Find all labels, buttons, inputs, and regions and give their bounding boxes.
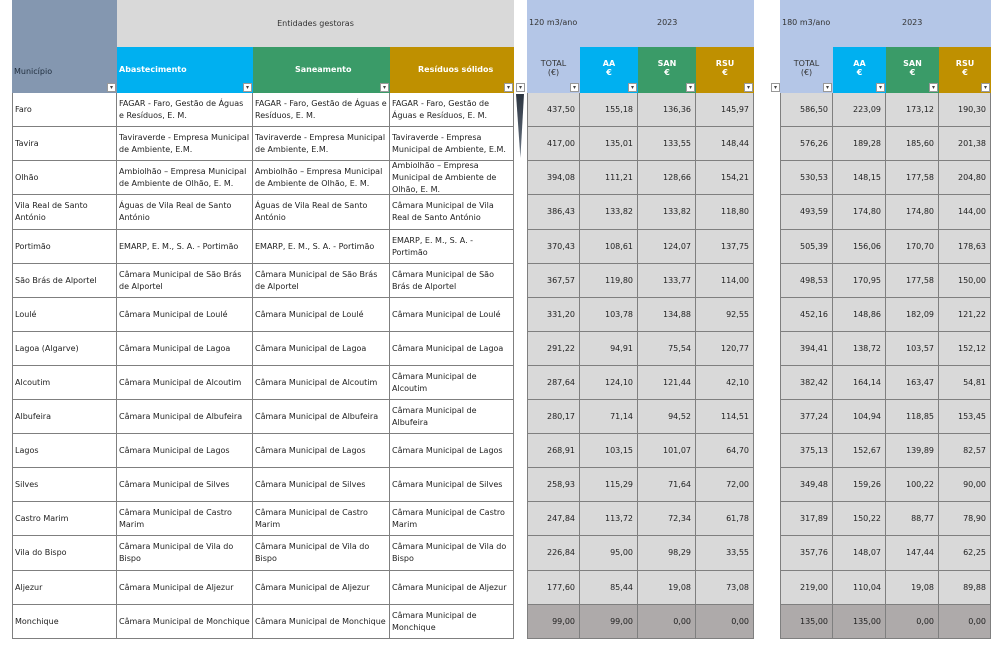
cell-aa2[interactable]: 104,94 bbox=[833, 400, 886, 434]
cell-aa-ent[interactable]: Águas de Vila Real de Santo António bbox=[117, 195, 253, 230]
cell-t1[interactable]: 331,20 bbox=[527, 298, 580, 332]
cell-rsu-ent[interactable]: Câmara Municipal de Aljezur bbox=[390, 571, 514, 605]
cell-aa2[interactable]: 174,80 bbox=[833, 195, 886, 230]
cell-aa1[interactable]: 85,44 bbox=[580, 571, 638, 605]
cell-san-ent[interactable]: Câmara Municipal de São Brás de Alportel bbox=[253, 264, 390, 298]
cell-aa-ent[interactable]: Câmara Municipal de Monchique bbox=[117, 605, 253, 639]
cell-san-ent[interactable]: Câmara Municipal de Monchique bbox=[253, 605, 390, 639]
cell-rsu1[interactable]: 73,08 bbox=[696, 571, 754, 605]
header-municipio-label: Município bbox=[14, 67, 53, 76]
cell-san2[interactable]: 163,47 bbox=[886, 366, 939, 400]
cell-t2[interactable]: 382,42 bbox=[780, 366, 833, 400]
cell-rsu2[interactable]: 0,00 bbox=[939, 605, 991, 639]
cell-aa1[interactable]: 155,18 bbox=[580, 93, 638, 127]
cell-mun[interactable]: Silves bbox=[12, 468, 117, 502]
cell-mun[interactable]: Olhão bbox=[12, 161, 117, 195]
table-row bbox=[0, 195, 996, 230]
cell-t1[interactable]: 394,08 bbox=[527, 161, 580, 195]
cell-aa2[interactable]: 150,22 bbox=[833, 502, 886, 536]
block180-header bbox=[780, 0, 991, 47]
filter-b180-rsu-button[interactable]: ▾ bbox=[981, 83, 990, 92]
cell-aa-ent[interactable]: FAGAR - Faro, Gestão de Águas e Resíduos, E. M. bbox=[117, 93, 253, 127]
cell-mun[interactable]: Alcoutim bbox=[12, 366, 117, 400]
cell-san2[interactable]: 147,44 bbox=[886, 536, 939, 571]
cell-t1[interactable]: 291,22 bbox=[527, 332, 580, 366]
cell-rsu1[interactable]: 118,80 bbox=[696, 195, 754, 230]
cell-rsu2[interactable]: 89,88 bbox=[939, 571, 991, 605]
block180-rsu-label: RSU bbox=[955, 59, 975, 68]
cell-t1[interactable]: 268,91 bbox=[527, 434, 580, 468]
cell-aa1[interactable]: 71,14 bbox=[580, 400, 638, 434]
cell-mun[interactable]: São Brás de Alportel bbox=[12, 264, 117, 298]
cell-san2[interactable]: 103,57 bbox=[886, 332, 939, 366]
cell-t2[interactable]: 357,76 bbox=[780, 536, 833, 571]
table-row bbox=[0, 536, 996, 571]
cell-rsu-ent[interactable]: Câmara Municipal de Vila Real de Santo António bbox=[390, 195, 514, 230]
cell-san1[interactable]: 136,36 bbox=[638, 93, 696, 127]
block120-san-unit: € bbox=[664, 68, 670, 77]
cell-mun[interactable]: Castro Marim bbox=[12, 502, 117, 536]
cell-rsu2[interactable]: 152,12 bbox=[939, 332, 991, 366]
cell-san1[interactable]: 121,44 bbox=[638, 366, 696, 400]
cell-rsu2[interactable]: 82,57 bbox=[939, 434, 991, 468]
cell-rsu2[interactable]: 90,00 bbox=[939, 468, 991, 502]
cell-t2[interactable]: 493,59 bbox=[780, 195, 833, 230]
cell-mun[interactable]: Lagoa (Algarve) bbox=[12, 332, 117, 366]
cell-aa2[interactable]: 159,26 bbox=[833, 468, 886, 502]
cell-rsu1[interactable]: 72,00 bbox=[696, 468, 754, 502]
cell-aa-ent[interactable]: Câmara Municipal de Vila do Bispo bbox=[117, 536, 253, 571]
cell-rsu-ent[interactable]: Câmara Municipal de São Brás de Alportel bbox=[390, 264, 514, 298]
cell-t1[interactable]: 99,00 bbox=[527, 605, 580, 639]
cell-san1[interactable]: 133,55 bbox=[638, 127, 696, 161]
table-row bbox=[0, 434, 996, 468]
cell-san-ent[interactable]: Taviraverde - Empresa Municipal de Ambiente, E.M. bbox=[253, 127, 390, 161]
block180-aa-label: AA bbox=[853, 59, 866, 68]
filter-b180-san-button[interactable]: ▾ bbox=[929, 83, 938, 92]
cell-mun[interactable]: Monchique bbox=[12, 605, 117, 639]
table-row bbox=[0, 332, 996, 366]
cell-aa2[interactable]: 138,72 bbox=[833, 332, 886, 366]
filter-residuos-button[interactable]: ▾ bbox=[504, 83, 513, 92]
cell-t1[interactable]: 367,57 bbox=[527, 264, 580, 298]
cell-rsu-ent[interactable]: FAGAR - Faro, Gestão de Águas e Resíduos, E. M. bbox=[390, 93, 514, 127]
cell-aa1[interactable]: 115,29 bbox=[580, 468, 638, 502]
block180-volume: 180 m3/ano bbox=[782, 18, 831, 27]
cell-t1[interactable]: 226,84 bbox=[527, 536, 580, 571]
table-row bbox=[0, 605, 996, 639]
cell-aa-ent[interactable]: Câmara Municipal de Lagoa bbox=[117, 332, 253, 366]
block120-san-header bbox=[638, 47, 696, 93]
cell-aa1[interactable]: 99,00 bbox=[580, 605, 638, 639]
table-row bbox=[0, 127, 996, 161]
cell-t2[interactable]: 530,53 bbox=[780, 161, 833, 195]
filter-abastecimento-button[interactable]: ▾ bbox=[243, 83, 252, 92]
cell-aa1[interactable]: 124,10 bbox=[580, 366, 638, 400]
cell-aa2[interactable]: 152,67 bbox=[833, 434, 886, 468]
header-abastecimento-label: Abastecimento bbox=[119, 65, 187, 74]
cell-rsu1[interactable]: 61,78 bbox=[696, 502, 754, 536]
block180-san-label: SAN bbox=[903, 59, 922, 68]
cell-san2[interactable]: 174,80 bbox=[886, 195, 939, 230]
table-row bbox=[0, 400, 996, 434]
table-row bbox=[0, 93, 996, 127]
cell-aa-ent[interactable]: Câmara Municipal de São Brás de Alportel bbox=[117, 264, 253, 298]
cell-t2[interactable]: 219,00 bbox=[780, 571, 833, 605]
block120-aa-label: AA bbox=[602, 59, 616, 68]
table-row bbox=[0, 230, 996, 264]
block120-rsu-label: RSU bbox=[715, 59, 735, 68]
cell-san1[interactable]: 75,54 bbox=[638, 332, 696, 366]
block180-total-unit: (€) bbox=[800, 68, 813, 77]
cell-san1[interactable]: 128,66 bbox=[638, 161, 696, 195]
cell-mun[interactable]: Faro bbox=[12, 93, 117, 127]
cell-aa-ent[interactable]: Câmara Municipal de Loulé bbox=[117, 298, 253, 332]
cell-t1[interactable]: 370,43 bbox=[527, 230, 580, 264]
cell-mun[interactable]: Albufeira bbox=[12, 400, 117, 434]
cell-rsu-ent[interactable]: Câmara Municipal de Castro Marim bbox=[390, 502, 514, 536]
cell-rsu2[interactable]: 121,22 bbox=[939, 298, 991, 332]
cell-t1[interactable]: 247,84 bbox=[527, 502, 580, 536]
cell-mun[interactable]: Vila Real de Santo António bbox=[12, 195, 117, 230]
table-row bbox=[0, 161, 996, 195]
cell-t2[interactable]: 576,26 bbox=[780, 127, 833, 161]
cell-rsu2[interactable]: 201,38 bbox=[939, 127, 991, 161]
cell-aa2[interactable]: 170,95 bbox=[833, 264, 886, 298]
table-row bbox=[0, 298, 996, 332]
block120-total-label: TOTAL bbox=[540, 59, 567, 68]
cell-san-ent[interactable]: Ambiolhão – Empresa Municipal de Ambiente de Olhão, E. M. bbox=[253, 161, 390, 195]
cell-rsu1[interactable]: 92,55 bbox=[696, 298, 754, 332]
cell-san2[interactable]: 185,60 bbox=[886, 127, 939, 161]
cell-rsu-ent[interactable]: Câmara Municipal de Silves bbox=[390, 468, 514, 502]
table-row bbox=[0, 264, 996, 298]
cell-aa-ent[interactable]: Câmara Municipal de Castro Marim bbox=[117, 502, 253, 536]
cell-rsu1[interactable]: 120,77 bbox=[696, 332, 754, 366]
block120-rsu-header bbox=[696, 47, 754, 93]
cell-rsu2[interactable]: 178,63 bbox=[939, 230, 991, 264]
cell-san2[interactable]: 19,08 bbox=[886, 571, 939, 605]
cell-aa1[interactable]: 135,01 bbox=[580, 127, 638, 161]
cell-t2[interactable]: 349,48 bbox=[780, 468, 833, 502]
block120-year: 2023 bbox=[657, 18, 678, 27]
cell-san2[interactable]: 170,70 bbox=[886, 230, 939, 264]
block180-year: 2023 bbox=[902, 18, 923, 27]
cell-san-ent[interactable]: EMARP, E. M., S. A. - Portimão bbox=[253, 230, 390, 264]
cell-aa2[interactable]: 223,09 bbox=[833, 93, 886, 127]
cell-rsu1[interactable]: 154,21 bbox=[696, 161, 754, 195]
header-entidades-label: Entidades gestoras bbox=[277, 19, 354, 28]
header-residuos bbox=[390, 47, 514, 93]
block120-header bbox=[527, 0, 754, 47]
cell-aa-ent[interactable]: Câmara Municipal de Lagos bbox=[117, 434, 253, 468]
cell-aa1[interactable]: 94,91 bbox=[580, 332, 638, 366]
block180-san-unit: € bbox=[909, 68, 916, 77]
table-row bbox=[0, 502, 996, 536]
cell-rsu-ent[interactable]: Câmara Municipal de Albufeira bbox=[390, 400, 514, 434]
cell-aa-ent[interactable]: Ambiolhão – Empresa Municipal de Ambiente de Olhão, E. M. bbox=[117, 161, 253, 195]
cell-aa1[interactable]: 103,78 bbox=[580, 298, 638, 332]
filter-b120-san-button[interactable]: ▾ bbox=[686, 83, 695, 92]
cell-t2[interactable]: 135,00 bbox=[780, 605, 833, 639]
cell-t1[interactable]: 437,50 bbox=[527, 93, 580, 127]
cell-san2[interactable]: 182,09 bbox=[886, 298, 939, 332]
cell-mun[interactable]: Aljezur bbox=[12, 571, 117, 605]
cell-aa1[interactable]: 133,82 bbox=[580, 195, 638, 230]
cell-t2[interactable]: 498,53 bbox=[780, 264, 833, 298]
cell-san1[interactable]: 98,29 bbox=[638, 536, 696, 571]
filter-b180-total-button[interactable]: ▾ bbox=[823, 83, 832, 92]
cell-t1[interactable]: 287,64 bbox=[527, 366, 580, 400]
cell-rsu1[interactable]: 33,55 bbox=[696, 536, 754, 571]
cell-aa-ent[interactable]: Câmara Municipal de Aljezur bbox=[117, 571, 253, 605]
cell-rsu2[interactable]: 62,25 bbox=[939, 536, 991, 571]
cell-aa2[interactable]: 148,15 bbox=[833, 161, 886, 195]
cell-aa2[interactable]: 148,07 bbox=[833, 536, 886, 571]
filter-b180-aa-button[interactable]: ▾ bbox=[876, 83, 885, 92]
block180-aa-header bbox=[833, 47, 886, 93]
cell-san-ent[interactable]: Câmara Municipal de Albufeira bbox=[253, 400, 390, 434]
cell-rsu2[interactable]: 153,45 bbox=[939, 400, 991, 434]
cell-aa1[interactable]: 111,21 bbox=[580, 161, 638, 195]
cell-t1[interactable]: 177,60 bbox=[527, 571, 580, 605]
data-table-body bbox=[0, 93, 996, 641]
cell-aa2[interactable]: 135,00 bbox=[833, 605, 886, 639]
cell-san1[interactable]: 133,82 bbox=[638, 195, 696, 230]
cell-aa2[interactable]: 148,86 bbox=[833, 298, 886, 332]
cell-san1[interactable]: 133,77 bbox=[638, 264, 696, 298]
block120-san-label: SAN bbox=[657, 59, 677, 68]
cell-rsu-ent[interactable]: Taviraverde - Empresa Municipal de Ambiente, E.M. bbox=[390, 127, 514, 161]
cell-aa1[interactable]: 95,00 bbox=[580, 536, 638, 571]
filter-gap-button[interactable]: ▾ bbox=[771, 83, 780, 92]
table-row bbox=[0, 468, 996, 502]
cell-rsu2[interactable]: 144,00 bbox=[939, 195, 991, 230]
cell-t1[interactable]: 258,93 bbox=[527, 468, 580, 502]
cell-t1[interactable]: 417,00 bbox=[527, 127, 580, 161]
block120-volume: 120 m3/ano bbox=[529, 18, 578, 27]
cell-aa2[interactable]: 164,14 bbox=[833, 366, 886, 400]
block180-san-header bbox=[886, 47, 939, 93]
header-entidades bbox=[117, 0, 514, 47]
cell-san1[interactable]: 134,88 bbox=[638, 298, 696, 332]
cell-rsu1[interactable]: 137,75 bbox=[696, 230, 754, 264]
filter-b120-total-button[interactable]: ▾ bbox=[570, 83, 579, 92]
cell-san-ent[interactable]: Câmara Municipal de Lagos bbox=[253, 434, 390, 468]
cell-mun[interactable]: Tavira bbox=[12, 127, 117, 161]
cell-san-ent[interactable]: Câmara Municipal de Aljezur bbox=[253, 571, 390, 605]
cell-t2[interactable]: 452,16 bbox=[780, 298, 833, 332]
cell-aa1[interactable]: 103,15 bbox=[580, 434, 638, 468]
cell-rsu1[interactable]: 148,44 bbox=[696, 127, 754, 161]
cell-san2[interactable]: 88,77 bbox=[886, 502, 939, 536]
block120-total-unit: (€) bbox=[547, 68, 560, 77]
cell-san-ent[interactable]: Câmara Municipal de Lagoa bbox=[253, 332, 390, 366]
filter-municipio-button[interactable]: ▾ bbox=[107, 83, 116, 92]
cell-aa-ent[interactable]: Taviraverde - Empresa Municipal de Ambiente, E.M. bbox=[117, 127, 253, 161]
cell-san-ent[interactable]: Câmara Municipal de Silves bbox=[253, 468, 390, 502]
cell-t2[interactable]: 586,50 bbox=[780, 93, 833, 127]
block180-total-label: TOTAL bbox=[793, 59, 820, 68]
block120-aa-unit: € bbox=[606, 68, 612, 77]
table-row bbox=[0, 366, 996, 400]
cell-san1[interactable]: 72,34 bbox=[638, 502, 696, 536]
block180-rsu-header bbox=[939, 47, 991, 93]
table-row bbox=[0, 571, 996, 605]
cell-mun[interactable]: Vila do Bispo bbox=[12, 536, 117, 571]
cell-t2[interactable]: 505,39 bbox=[780, 230, 833, 264]
cell-rsu-ent[interactable]: Câmara Municipal de Lagoa bbox=[390, 332, 514, 366]
cell-san-ent[interactable]: FAGAR - Faro, Gestão de Águas e Resíduos, E. M. bbox=[253, 93, 390, 127]
header-saneamento-label: Saneamento bbox=[295, 65, 352, 74]
cell-san-ent[interactable]: Câmara Municipal de Alcoutim bbox=[253, 366, 390, 400]
cell-san1[interactable]: 124,07 bbox=[638, 230, 696, 264]
cell-mun[interactable]: Lagos bbox=[12, 434, 117, 468]
cell-san2[interactable]: 177,58 bbox=[886, 161, 939, 195]
header-residuos-label: Resíduos sólidos bbox=[418, 65, 494, 74]
cell-rsu-ent[interactable]: Câmara Municipal de Lagos bbox=[390, 434, 514, 468]
cell-t2[interactable]: 394,41 bbox=[780, 332, 833, 366]
cell-aa2[interactable]: 110,04 bbox=[833, 571, 886, 605]
cell-rsu2[interactable]: 78,90 bbox=[939, 502, 991, 536]
cell-san2[interactable]: 0,00 bbox=[886, 605, 939, 639]
cell-san2[interactable]: 177,58 bbox=[886, 264, 939, 298]
cell-san2[interactable]: 139,89 bbox=[886, 434, 939, 468]
block180-rsu-unit: € bbox=[962, 68, 968, 77]
filter-saneamento-button[interactable]: ▾ bbox=[380, 83, 389, 92]
block120-aa-header bbox=[580, 47, 638, 93]
cell-mun[interactable]: Loulé bbox=[12, 298, 117, 332]
cell-t1[interactable]: 386,43 bbox=[527, 195, 580, 230]
cell-aa-ent[interactable]: Câmara Municipal de Silves bbox=[117, 468, 253, 502]
filter-b120-rsu-button[interactable]: ▾ bbox=[744, 83, 753, 92]
cell-san-ent[interactable]: Câmara Municipal de Vila do Bispo bbox=[253, 536, 390, 571]
cell-rsu2[interactable]: 150,00 bbox=[939, 264, 991, 298]
cell-rsu-ent[interactable]: Câmara Municipal de Vila do Bispo bbox=[390, 536, 514, 571]
filter-extra-button[interactable]: ▾ bbox=[516, 83, 525, 92]
cell-rsu1[interactable]: 0,00 bbox=[696, 605, 754, 639]
cell-san-ent[interactable]: Câmara Municipal de Loulé bbox=[253, 298, 390, 332]
cell-san1[interactable]: 71,64 bbox=[638, 468, 696, 502]
cell-rsu1[interactable]: 145,97 bbox=[696, 93, 754, 127]
cell-rsu-ent[interactable]: EMARP, E. M., S. A. - Portimão bbox=[390, 230, 514, 264]
cell-rsu-ent[interactable]: Câmara Municipal de Alcoutim bbox=[390, 366, 514, 400]
cell-san2[interactable]: 100,22 bbox=[886, 468, 939, 502]
cell-rsu2[interactable]: 54,81 bbox=[939, 366, 991, 400]
cell-rsu1[interactable]: 42,10 bbox=[696, 366, 754, 400]
block120-rsu-unit: € bbox=[722, 68, 728, 77]
cell-aa-ent[interactable]: EMARP, E. M., S. A. - Portimão bbox=[117, 230, 253, 264]
cell-t2[interactable]: 375,13 bbox=[780, 434, 833, 468]
cell-aa1[interactable]: 113,72 bbox=[580, 502, 638, 536]
header-saneamento bbox=[253, 47, 390, 93]
cell-t2[interactable]: 377,24 bbox=[780, 400, 833, 434]
block120-total-header bbox=[527, 47, 580, 93]
cell-rsu1[interactable]: 114,00 bbox=[696, 264, 754, 298]
cell-aa1[interactable]: 119,80 bbox=[580, 264, 638, 298]
block180-total-header bbox=[780, 47, 833, 93]
cell-rsu1[interactable]: 114,51 bbox=[696, 400, 754, 434]
header-abastecimento bbox=[117, 47, 253, 93]
cell-mun[interactable]: Portimão bbox=[12, 230, 117, 264]
cell-rsu-ent[interactable]: Câmara Municipal de Monchique bbox=[390, 605, 514, 639]
cell-san2[interactable]: 173,12 bbox=[886, 93, 939, 127]
cell-rsu-ent[interactable]: Câmara Municipal de Loulé bbox=[390, 298, 514, 332]
cell-san2[interactable]: 118,85 bbox=[886, 400, 939, 434]
filter-b120-aa-button[interactable]: ▾ bbox=[628, 83, 637, 92]
cell-rsu2[interactable]: 190,30 bbox=[939, 93, 991, 127]
cell-san-ent[interactable]: Águas de Vila Real de Santo António bbox=[253, 195, 390, 230]
cell-aa2[interactable]: 156,06 bbox=[833, 230, 886, 264]
cell-aa2[interactable]: 189,28 bbox=[833, 127, 886, 161]
cell-aa1[interactable]: 108,61 bbox=[580, 230, 638, 264]
cell-rsu2[interactable]: 204,80 bbox=[939, 161, 991, 195]
cell-san1[interactable]: 101,07 bbox=[638, 434, 696, 468]
cell-san1[interactable]: 19,08 bbox=[638, 571, 696, 605]
cell-san1[interactable]: 94,52 bbox=[638, 400, 696, 434]
header-municipio bbox=[12, 0, 117, 93]
cell-t1[interactable]: 280,17 bbox=[527, 400, 580, 434]
cell-san1[interactable]: 0,00 bbox=[638, 605, 696, 639]
cell-rsu-ent[interactable]: Ambiolhão – Empresa Municipal de Ambiente de Olhão, E. M. bbox=[390, 161, 514, 195]
block180-aa-unit: € bbox=[856, 68, 863, 77]
cell-rsu1[interactable]: 64,70 bbox=[696, 434, 754, 468]
cell-aa-ent[interactable]: Câmara Municipal de Albufeira bbox=[117, 400, 253, 434]
cell-aa-ent[interactable]: Câmara Municipal de Alcoutim bbox=[117, 366, 253, 400]
cell-san-ent[interactable]: Câmara Municipal de Castro Marim bbox=[253, 502, 390, 536]
cell-t2[interactable]: 317,89 bbox=[780, 502, 833, 536]
